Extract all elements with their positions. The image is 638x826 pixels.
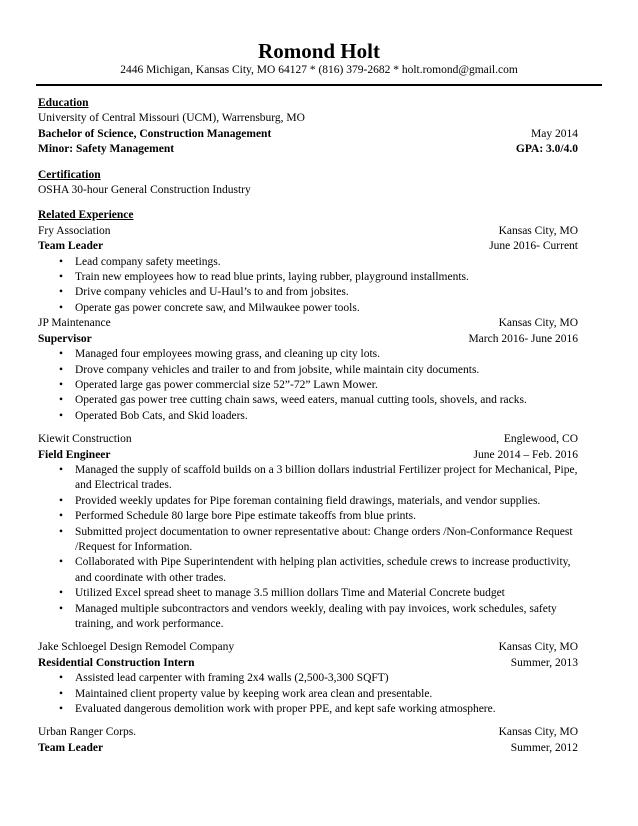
contact-line (0, 63, 638, 78)
list-item: • Lead company safety meetings. (75, 255, 578, 270)
job-location: Englewood, CO (503, 433, 578, 446)
job-company-row (38, 316, 578, 331)
job-company-row (38, 432, 578, 447)
job-dates: June 2014 – Feb. 2016 (473, 448, 578, 461)
job-entry (38, 432, 578, 632)
job-company: Fry Association (38, 224, 111, 237)
certification-item: OSHA 30-hour General Construction Industry (38, 184, 251, 197)
education-gpa: GPA: 3.0/4.0 (515, 143, 578, 156)
education-section (38, 96, 578, 158)
list-item: • Drove company vehicles and trailer to and from jobsite, while maintain city documents. (75, 363, 578, 378)
list-item: • Submitted project documentation to owner representative about: Change orders /Non-Conformance Request /Request for Information. (75, 525, 578, 556)
education-minor: Minor: Safety Management (38, 143, 175, 156)
job-location: Kansas City, MO (498, 641, 578, 654)
list-item: • Performed Schedule 80 large bore Pipe estimate takeoffs from blue prints. (75, 509, 578, 524)
experience-section (38, 208, 578, 756)
job-title-row (38, 741, 578, 756)
list-item: • Utilized Excel spread sheet to manage 3.5 million dollars Time and Material Concrete budget (75, 586, 578, 601)
education-minor-row (38, 142, 578, 157)
list-item: • Managed multiple subcontractors and vendors weekly, dealing with pay invoices, work schedules, safety training, and work performance. (75, 602, 578, 633)
education-date: May 2014 (531, 127, 578, 140)
list-item: • Train new employees how to read blue prints, laying rubber, playground installments. (75, 270, 578, 285)
job-title: Team Leader (38, 741, 104, 754)
job-title-row (38, 239, 578, 254)
job-company: Jake Schloegel Design Remodel Company (38, 641, 235, 654)
education-degree-row (38, 127, 578, 142)
job-company-row (38, 725, 578, 740)
list-item: • Managed four employees mowing grass, and cleaning up city lots. (75, 347, 578, 362)
job-title: Residential Construction Intern (38, 656, 195, 669)
job-bullets (38, 255, 578, 317)
list-item: • Evaluated dangerous demolition work with proper PPE, and kept safe working atmosphere. (75, 702, 578, 717)
job-title-row (38, 448, 578, 463)
list-item: • Managed the supply of scaffold builds on a 3 billion dollars industrial Fertilizer project for Mechanical, Pipe, and Electrical trades. (75, 463, 578, 494)
job-company: Urban Ranger Corps. (38, 726, 137, 739)
experience-heading: Related Experience (38, 209, 134, 222)
job-dates: Summer, 2012 (510, 741, 578, 754)
job-entry (38, 316, 578, 424)
job-bullets (38, 671, 578, 717)
list-item: • Provided weekly updates for Pipe foreman containing field drawings, materials, and vendor supplies. (75, 494, 578, 509)
address-street: 2446 Michigan, (120, 64, 194, 76)
job-title: Team Leader (38, 240, 104, 253)
list-item: • Drive company vehicles and U-Haul’s to and from jobsites. (75, 285, 578, 300)
education-heading: Education (38, 97, 89, 109)
job-dates: March 2016- June 2016 (468, 332, 578, 345)
education-school: University of Central Missouri (UCM), Warrensburg, MO (38, 112, 305, 125)
candidate-name: Romond Holt (258, 39, 380, 63)
job-bullets (38, 463, 578, 632)
job-company-row (38, 640, 578, 655)
job-title: Supervisor (38, 332, 92, 345)
job-title: Field Engineer (38, 448, 111, 461)
job-title-row (38, 332, 578, 347)
job-entry (38, 725, 578, 756)
certification-heading: Certification (38, 168, 101, 181)
list-item: • Operated large gas power commercial size 52”-72” Lawn Mower. (75, 378, 578, 393)
list-item: • Assisted lead carpenter with framing 2x4 walls (2,500-3,300 SQFT) (75, 671, 578, 686)
address-contact: Kansas City, MO 64127 * (816) 379-2682 * holt.romond@gmail.com (195, 64, 518, 76)
job-entry (38, 224, 578, 316)
job-location: Kansas City, MO (498, 317, 578, 330)
job-dates: Summer, 2013 (510, 656, 578, 669)
list-item: • Operated gas power tree cutting chain saws, weed eaters, manual cutting tools, shovels, and racks. (75, 393, 578, 408)
job-entry (38, 640, 578, 717)
job-location: Kansas City, MO (498, 726, 578, 739)
job-company: JP Maintenance (38, 317, 111, 330)
job-dates: June 2016- Current (489, 240, 578, 253)
list-item: • Operate gas power concrete saw, and Milwaukee power tools. (75, 301, 578, 316)
header-divider (36, 84, 602, 86)
job-title-row (38, 656, 578, 671)
education-degree: Bachelor of Science, Construction Management (38, 127, 272, 140)
list-item: • Collaborated with Pipe Superintendent with helping plan activities, schedule crews to increase productivity, and coordinate with other trades. (75, 555, 578, 586)
list-item: • Operated Bob Cats, and Skid loaders. (75, 409, 578, 424)
certification-section (38, 168, 578, 199)
job-bullets (38, 347, 578, 424)
resume-body (38, 96, 578, 756)
job-company-row (38, 224, 578, 239)
job-location: Kansas City, MO (498, 224, 578, 237)
job-company: Kiewit Construction (38, 433, 132, 446)
list-item: • Maintained client property value by keeping work area clean and presentable. (75, 687, 578, 702)
